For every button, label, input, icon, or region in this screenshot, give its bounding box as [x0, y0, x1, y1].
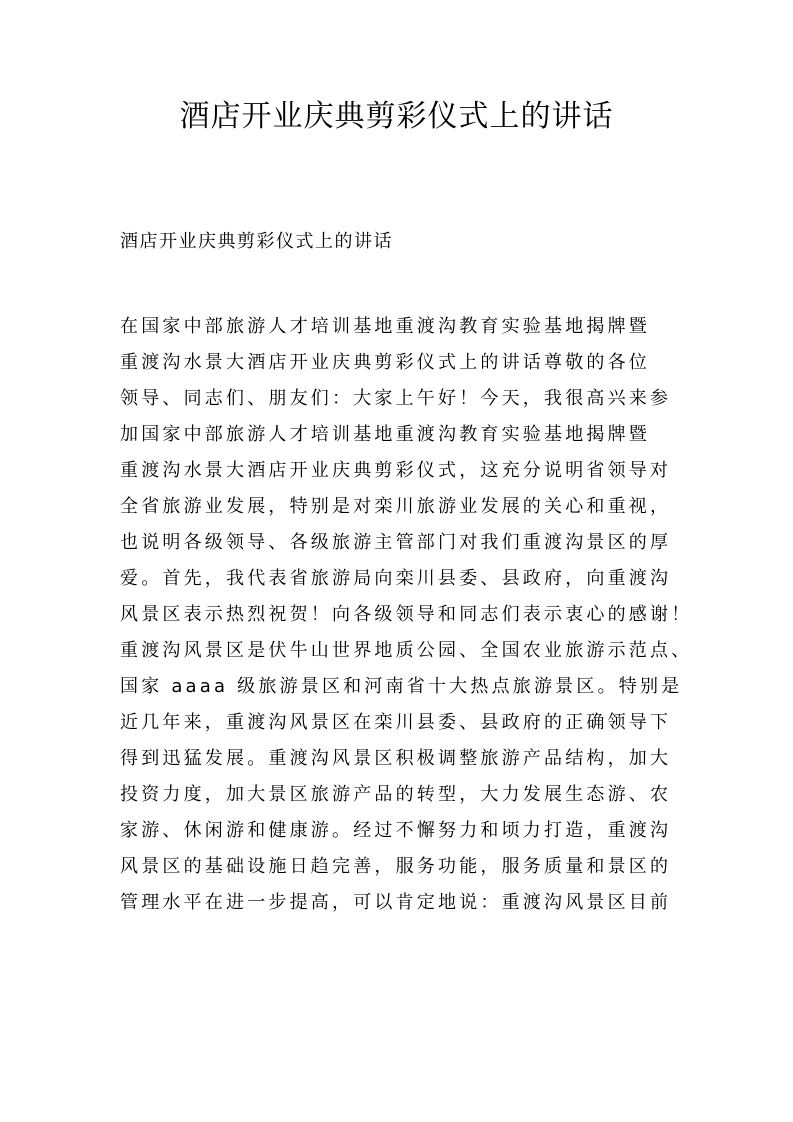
body-line: 加国家中部旅游人才培训基地重渡沟教育实验基地揭牌暨 — [120, 424, 650, 445]
body-line: 重渡沟风景区是伏牛山世界地质公园、全国农业旅游示范点、 — [120, 640, 693, 661]
body-line: 领导、同志们、朋友们：大家上午好！今天，我很高兴来参 — [120, 388, 672, 409]
body-line: 得到迅猛发展。重渡沟风景区积极调整旅游产品结构，加大 — [120, 748, 672, 769]
body-line: 风景区的基础设施日趋完善，服务功能，服务质量和景区的 — [120, 856, 672, 877]
page-title: 酒店开业庆典剪彩仪式上的讲话 — [179, 99, 614, 134]
body-line: 也说明各级领导、各级旅游主管部门对我们重渡沟景区的厚 — [120, 532, 672, 553]
body-line: 投资力度，加大景区旅游产品的转型，大力发展生态游、农 — [120, 784, 672, 805]
body-line: 管理水平在进一步提高，可以肯定地说：重渡沟风景区目前 — [120, 892, 672, 913]
body-text — [120, 309, 700, 921]
body-line: 在国家中部旅游人才培训基地重渡沟教育实验基地揭牌暨 — [120, 316, 650, 337]
body-line: 爱。首先，我代表省旅游局向栾川县委、县政府，向重渡沟 — [120, 568, 672, 589]
body-line: 重渡沟水景大酒店开业庆典剪彩仪式上的讲话尊敬的各位 — [120, 352, 650, 373]
body-line: 重渡沟水景大酒店开业庆典剪彩仪式，这充分说明省领导对 — [120, 460, 672, 481]
body-line: 全省旅游业发展，特别是对栾川旅游业发展的关心和重视， — [120, 496, 672, 517]
body-line: 家游、休闲游和健康游。经过不懈努力和顷力打造，重渡沟 — [120, 820, 672, 841]
body-line: 国家 aaaa 级旅游景区和河南省十大热点旅游景区。特别是 — [120, 676, 683, 697]
document-subtitle: 酒店开业庆典剪彩仪式上的讲话 — [120, 231, 393, 252]
body-line: 近几年来，重渡沟风景区在栾川县委、县政府的正确领导下 — [120, 712, 672, 733]
body-line: 风景区表示热烈祝贺！向各级领导和同志们表示衷心的感谢！ — [120, 604, 693, 625]
